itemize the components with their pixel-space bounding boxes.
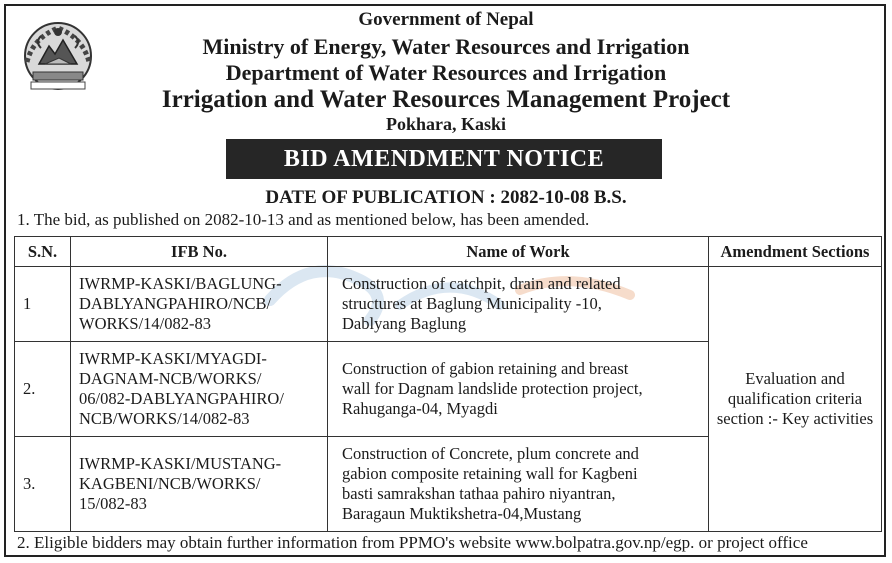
amendment-line: qualification criteria (727, 389, 863, 408)
header-government: Government of Nepal (358, 9, 534, 30)
ifb-line: IWRMP-KASKI/BAGLUNG- (79, 274, 282, 293)
ifb-line: KAGBENI/NCB/WORKS/ (79, 474, 261, 493)
amendment-line: Evaluation and (745, 369, 845, 388)
ifb-line: 06/082-DABLYANGPAHIRO/ (79, 389, 284, 408)
ifb-line: IWRMP-KASKI/MUSTANG- (79, 454, 282, 473)
table-row (15, 267, 882, 342)
work-line: gabion composite retaining wall for Kagbeni (342, 464, 638, 483)
cell-ifb (71, 342, 328, 437)
amendment-line: section :- Key activities (716, 409, 874, 428)
ifb-line: DABLYANGPAHIRO/NCB/ (79, 294, 272, 313)
work-line: basti samrakshan tathaa pahiro niyantran, (342, 484, 616, 503)
work-line: Baragaun Muktikshetra-04,Mustang (342, 504, 582, 523)
work-line: Construction of catchpit, drain and related (342, 274, 621, 293)
header-ministry: Ministry of Energy, Water Resources and Irrigation (202, 34, 690, 59)
ifb-line: 15/082-83 (79, 494, 147, 513)
cell-work (328, 342, 709, 437)
notice-title: BID AMENDMENT NOTICE (226, 139, 662, 179)
col-header-sn: S.N. (15, 237, 71, 267)
ifb-line: WORKS/14/082-83 (79, 314, 211, 333)
cell-sn: 1 (15, 267, 71, 342)
cell-work (328, 267, 709, 342)
cell-sn: 2. (15, 342, 71, 437)
bid-table (14, 236, 882, 532)
col-header-amendment: Amendment Sections (709, 237, 882, 267)
header-department: Department of Water Resources and Irrigation (225, 60, 667, 85)
header-project: Irrigation and Water Resources Management Project (161, 86, 731, 113)
table-header-row (15, 237, 882, 267)
work-line: wall for Dagnam landslide protection project, (342, 379, 643, 398)
amendment-note: 1. The bid, as published on 2082-10-13 and as mentioned below, has been amended. (17, 210, 590, 229)
work-line: Construction of gabion retaining and breast (342, 359, 629, 378)
work-line: structures at Baglung Municipality -10, (342, 294, 602, 313)
cell-sn: 3. (15, 437, 71, 532)
ifb-line: IWRMP-KASKI/MYAGDI- (79, 349, 267, 368)
cell-ifb (71, 267, 328, 342)
cell-work (328, 437, 709, 532)
cell-ifb (71, 437, 328, 532)
col-header-ifb: IFB No. (71, 237, 328, 267)
work-line: Dablyang Baglung (342, 314, 467, 333)
header-location: Pokhara, Kaski (385, 114, 507, 134)
ifb-line: NCB/WORKS/14/082-83 (79, 409, 250, 428)
publication-date: DATE OF PUBLICATION : 2082-10-08 B.S. (265, 187, 627, 208)
work-line: Construction of Concrete, plum concrete and (342, 444, 639, 463)
cell-amendment (709, 267, 882, 532)
ifb-line: DAGNAM-NCB/WORKS/ (79, 369, 262, 388)
further-info-note: 2. Eligible bidders may obtain further information from PPMO's website www.bolpatra.gov.np/egp. or project office (17, 533, 808, 552)
work-line: Rahuganga-04, Myagdi (342, 399, 498, 418)
col-header-work: Name of Work (328, 237, 709, 267)
